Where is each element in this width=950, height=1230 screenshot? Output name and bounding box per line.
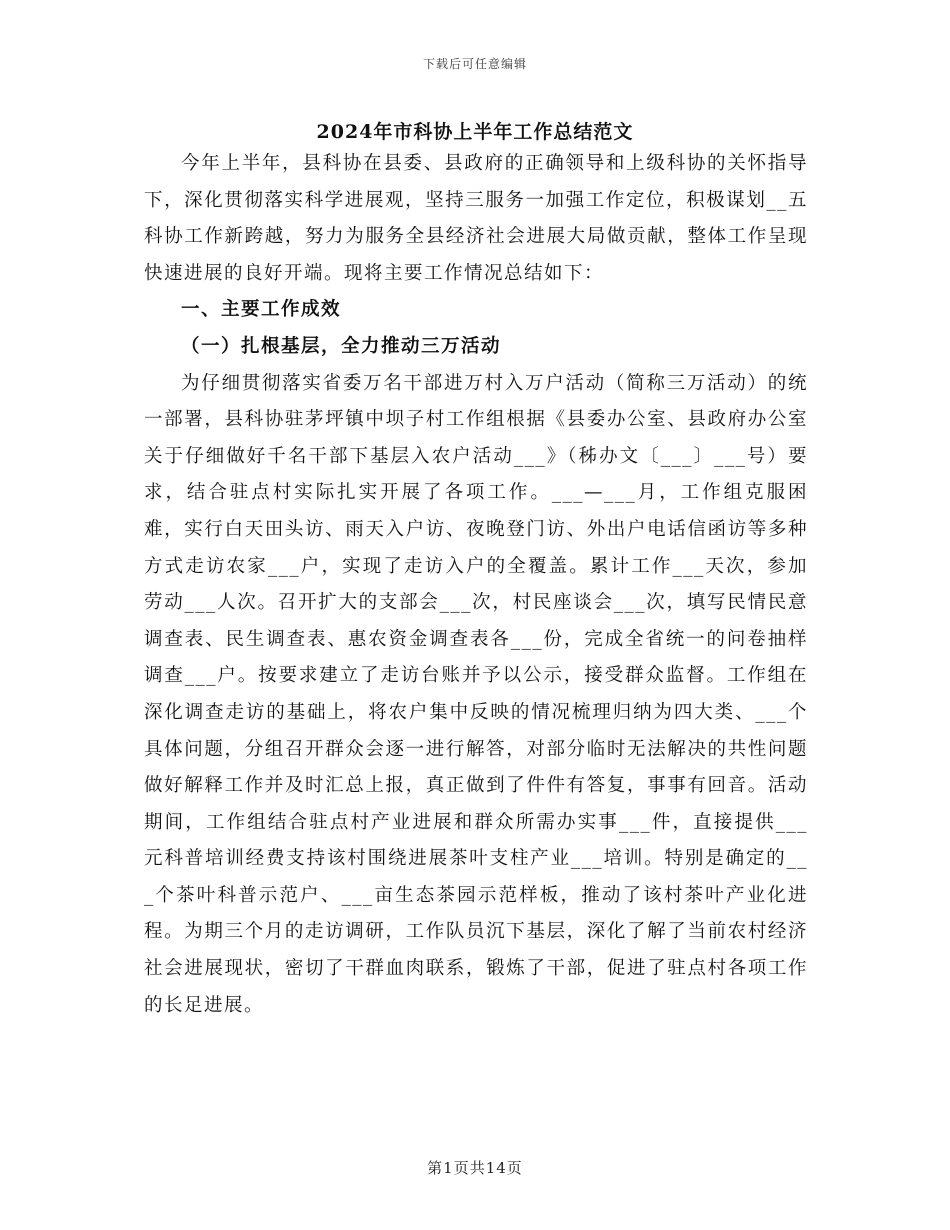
- intro-paragraph: 今年上半年，县科协在县委、县政府的正确领导和上级科协的关怀指导下，深化贯彻落实科学进展观，坚持三服务一加强工作定位，积极谋划__五科协工作新跨越，努力为服务全县经济社会进展大局做贡献，整体工作呈现快速进展的良好开端。现将主要工作情况总结如下：: [144, 153, 808, 284]
- page-header-note: 下载后可任意编辑: [422, 57, 527, 71]
- section-heading: 一、主要工作成效: [181, 299, 342, 321]
- document-body: [144, 146, 808, 1024]
- page-number: 第1页共14页: [427, 1159, 523, 1177]
- subsection-heading: （一）扎根基层，全力推动三万活动: [181, 335, 502, 357]
- body-paragraph: 为仔细贯彻落实省委万名干部进万村入万户活动（简称三万活动）的统一部署，县科协驻茅坪镇中坝子村工作组根据《县委办公室、县政府办公室关于仔细做好千名干部下基层入农户活动___》（秭办文〔___〕___号）要求，结合驻点村实际扎实开展了各项工作。___—___月，工作组克服困难，实行白天田头访、雨天入户访、夜晚登门访、外出户电话信函访等多种方式走访农家___户，实现了走访入户的全覆盖。累计工作___天次，参加劳动___人次。召开扩大的支部会___次，村民座谈会___次，填写民情民意调查表、民生调查表、惠农资金调查表各___份，完成全省统一的问卷抽样调查___户。按要求建立了走访台账并予以公示，接受群众监督。工作组在深化调查走访的基础上，将农户集中反映的情况梳理归纳为四大类、___个具体问题，分组召开群众会逐一进行解答，对部分临时无法解决的共性问题做好解释工作并及时汇总上报，真正做到了件件有答复，事事有回音。活动期间，工作组结合驻点村产业进展和群众所需办实事___件，直接提供___元科普培训经费支持该村围绕进展茶叶支柱产业___培训。特别是确定的___个茶叶科普示范户、___亩生态茶园示范样板，推动了该村茶叶产业化进程。为期三个月的走访调研，工作队员沉下基层，深化了解了当前农村经济社会进展现状，密切了干群血肉联系，锻炼了干部，促进了驻点村各项工作的长足进展。: [144, 372, 808, 1016]
- document-title: 2024年市科协上半年工作总结范文: [316, 121, 634, 143]
